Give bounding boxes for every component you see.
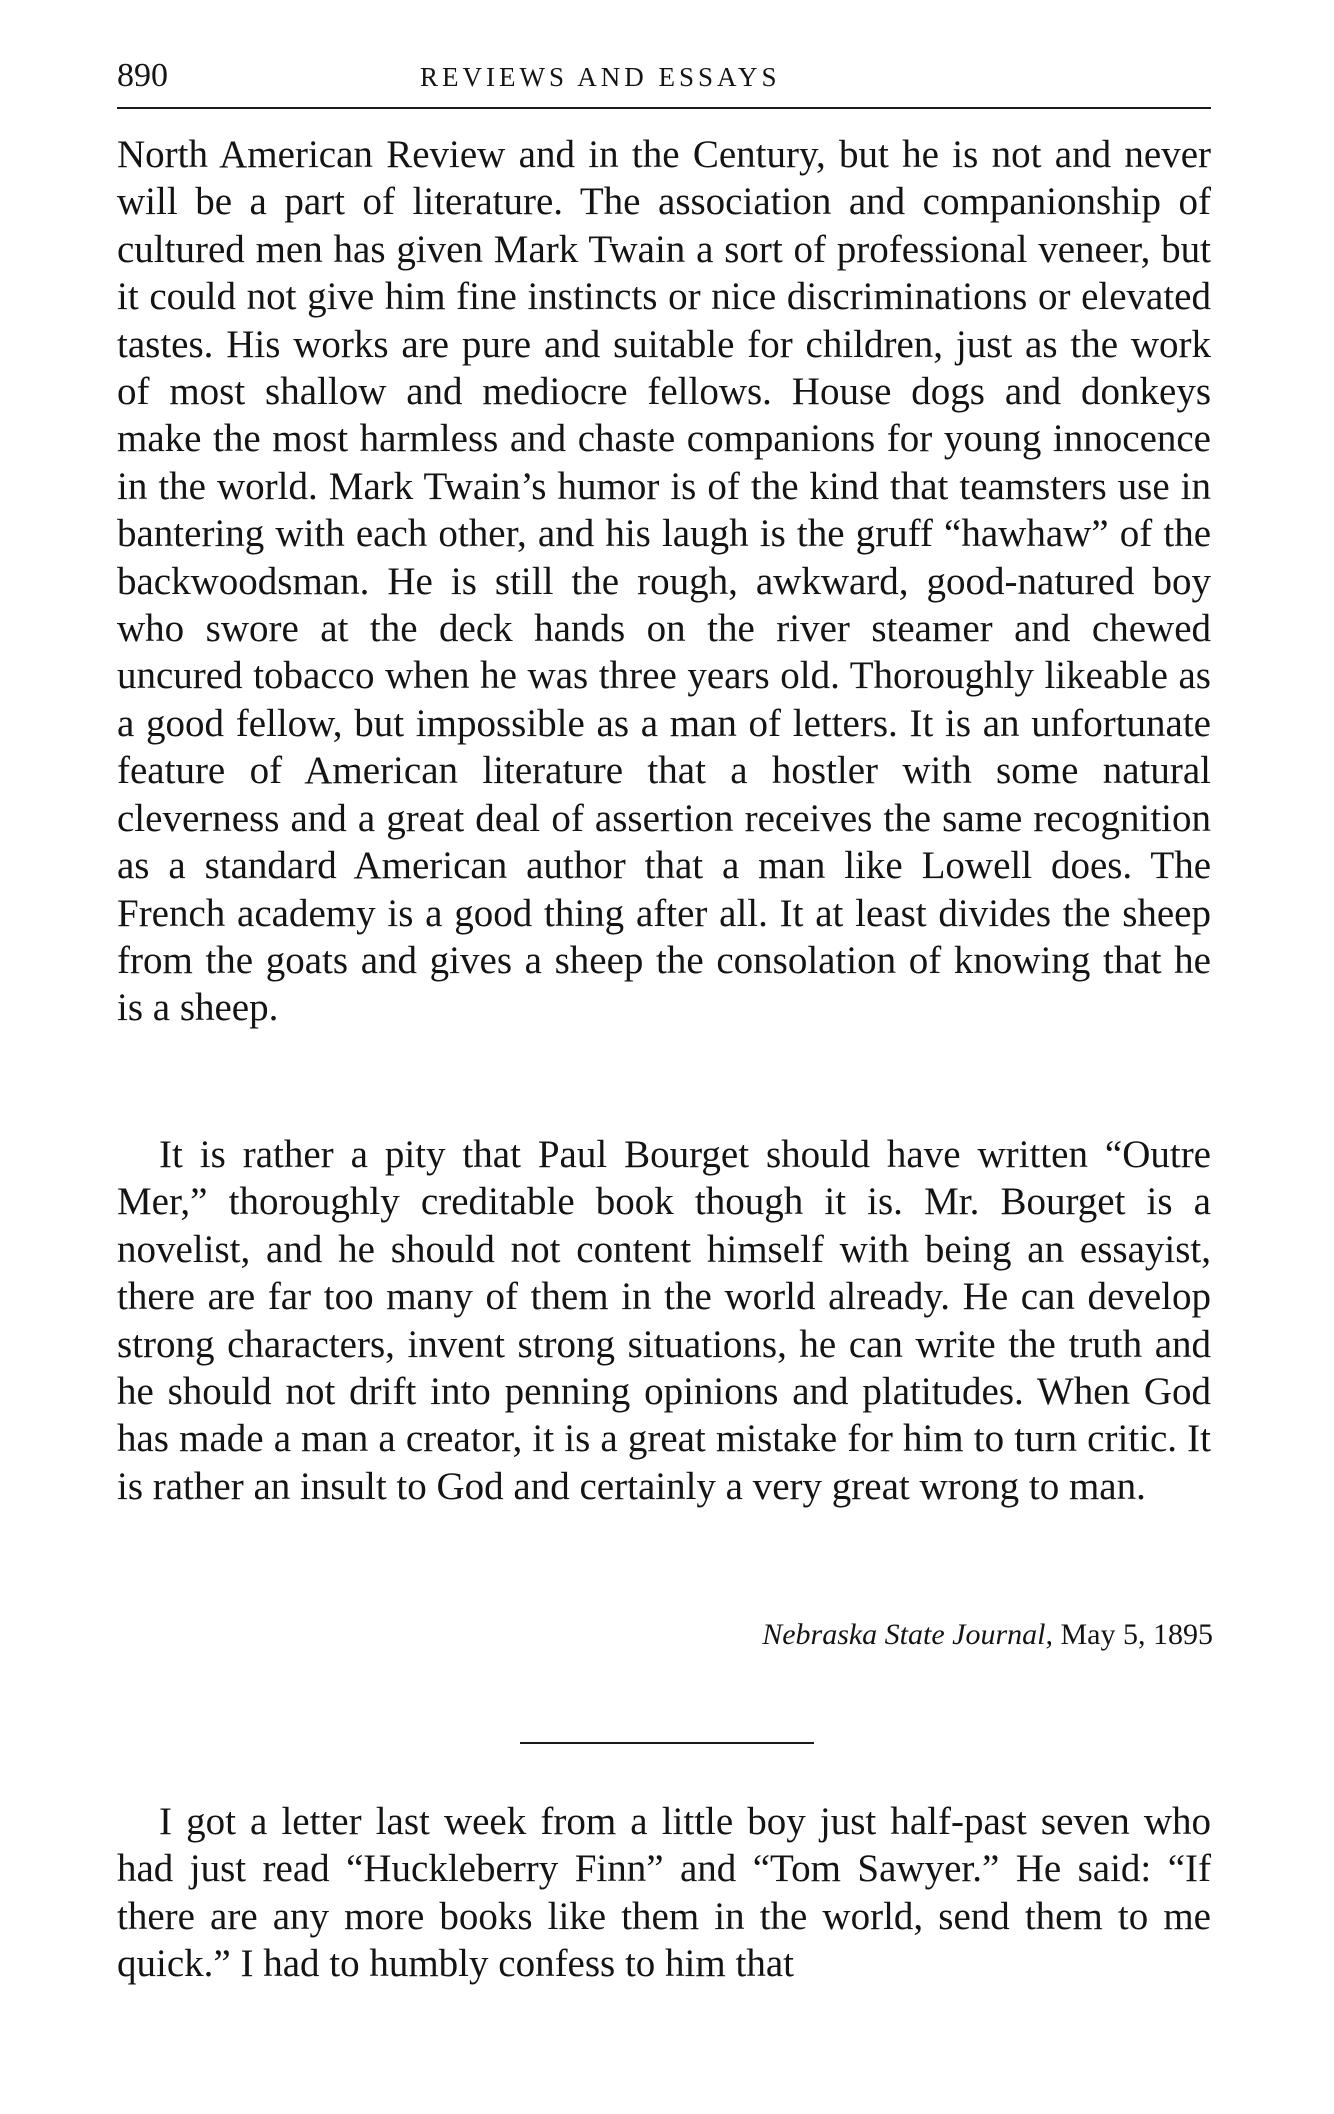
section-divider [520,1742,814,1744]
body-paragraph-2: It is rather a pity that Paul Bourget should have written “Outre Mer,” thoroughly creditable book though it is. Mr. Bourget is a novelist, and he should not content himself with being an essayist, there are far too many of them in the world already. He can develop strong characters, invent strong situations, he can write the truth and he should not drift into penning opinions and platitudes. When God has made a man a creator, it is a great mistake for him to turn critic. It is rather an insult to God and certainly a very great wrong to man. [117,1133,1211,1508]
body-paragraph-1: North American Review and in the Century, but he is not and never will be a part of literature. The association and companionship of cultured men has given Mark Twain a sort of professional veneer, but it could not give him fine instincts or nice discriminations or elevated tastes. His works are pure and suitable for children, just as the work of most shallow and mediocre fellows. House dogs and donkeys make the most harmless and chaste companions for young innocence in the world. Mark Twain’s humor is of the kind that teamsters use in bantering with each other, and his laugh is the gruff “hawhaw” of the backwoodsman. He is still the rough, awkward, good-natured boy who swore at the deck hands on the river steamer and chewed uncured tobacco when he was three years old. Thoroughly likeable as a good fellow, but impossible as a man of letters. It is an unfortunate feature of American literature that a hostler with some natural cleverness and a great deal of assertion receives the same recognition as a standard American author that a man like Lowell does. The French academy is a good thing after all. It at least divides the sheep from the goats and gives a sheep the consolation of knowing that he is a sheep. [117,133,1211,1030]
source-citation [762,1617,1213,1653]
body-paragraph-3: I got a letter last week from a little boy just half-past seven who had just read “Huckleberry Finn” and “Tom Sawyer.” He said: “If there are any more books like them in the world, send them to me quick.” I had to humbly confess to him that [117,1800,1211,1986]
source-journal: Nebraska State Journal, [762,1618,1053,1651]
page-number: 890 [117,57,168,94]
running-head: REVIEWS AND ESSAYS [420,62,781,92]
source-date: May 5, 1895 [1060,1618,1213,1651]
header-rule [117,107,1211,109]
